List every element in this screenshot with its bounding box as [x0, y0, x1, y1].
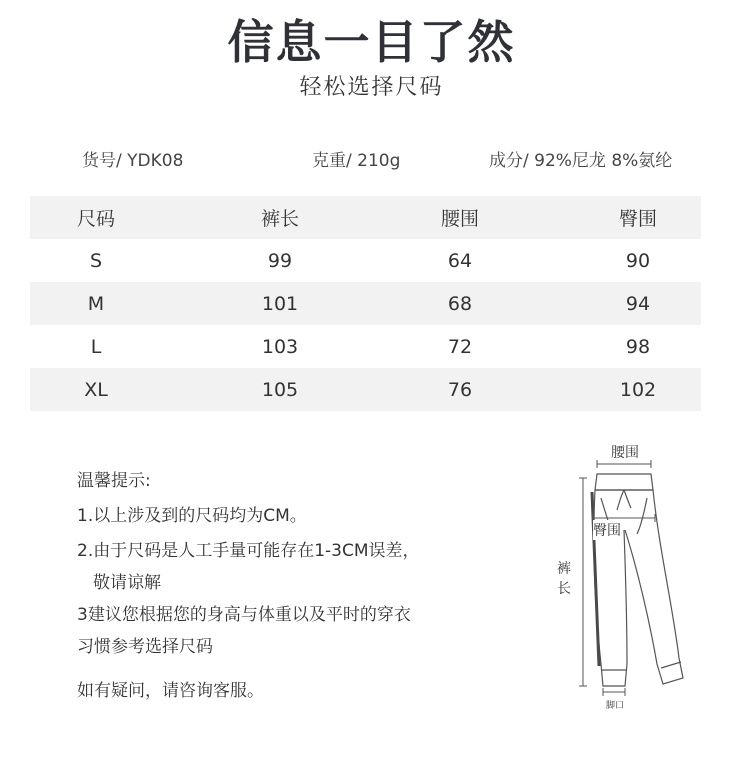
header-size: 尺码	[76, 208, 115, 230]
length-cell: 101	[261, 292, 299, 315]
hip-cell: 98	[625, 335, 651, 358]
tip-line-1: 1.以上涉及到的尺码均为CM。	[77, 506, 307, 526]
pants-diagram	[545, 438, 705, 718]
tips-heading: 温馨提示:	[77, 471, 151, 491]
size-table	[30, 196, 701, 411]
waist-cell: 64	[447, 249, 473, 272]
tip-line-4: 如有疑问，请咨询客服。	[77, 681, 264, 701]
waist-cell: 68	[447, 292, 473, 315]
table-row	[30, 282, 701, 325]
table-header-row	[30, 196, 701, 239]
tip-line-2-cont: 敬请谅解	[93, 573, 161, 593]
diagram-cuff-label: 脚口	[606, 701, 625, 711]
hip-cell: 94	[625, 292, 651, 315]
hip-cell: 102	[619, 378, 657, 401]
diagram-length-label-bottom: 长	[557, 581, 571, 597]
size-cell: S	[89, 249, 103, 272]
size-cell: M	[87, 292, 105, 315]
fabric-weight: 克重/ 210g	[312, 151, 401, 171]
waist-cell: 72	[447, 335, 473, 358]
header-waist: 腰围	[440, 208, 479, 230]
length-cell: 105	[261, 378, 299, 401]
page-subtitle: 轻松选择尺码	[299, 75, 444, 100]
tip-line-3-cont: 习惯参考选择尺码	[77, 637, 213, 657]
table-row	[30, 368, 701, 411]
fabric-composition: 成分/ 92%尼龙 8%氨纶	[489, 151, 673, 171]
header-length: 裤长	[260, 208, 299, 230]
table-row	[30, 239, 701, 282]
hip-cell: 90	[625, 249, 651, 272]
page-title: 信息一目了然	[227, 15, 516, 69]
table-row	[30, 325, 701, 368]
size-cell: XL	[84, 378, 108, 401]
item-number: 货号/ YDK08	[82, 151, 184, 171]
waist-cell: 76	[447, 378, 473, 401]
size-cell: L	[90, 335, 102, 358]
length-cell: 99	[267, 249, 293, 272]
tip-line-2: 2.由于尺码是人工手量可能存在1-3CM误差，	[77, 541, 420, 561]
diagram-hip-label: 臀围	[593, 520, 621, 540]
tip-line-3: 3建议您根据您的身高与体重以及平时的穿衣	[77, 605, 411, 625]
diagram-waist-label: 腰围	[611, 445, 639, 461]
length-cell: 103	[261, 335, 299, 358]
header-hip: 臀围	[618, 208, 657, 230]
diagram-length-label-top: 裤	[557, 561, 571, 577]
